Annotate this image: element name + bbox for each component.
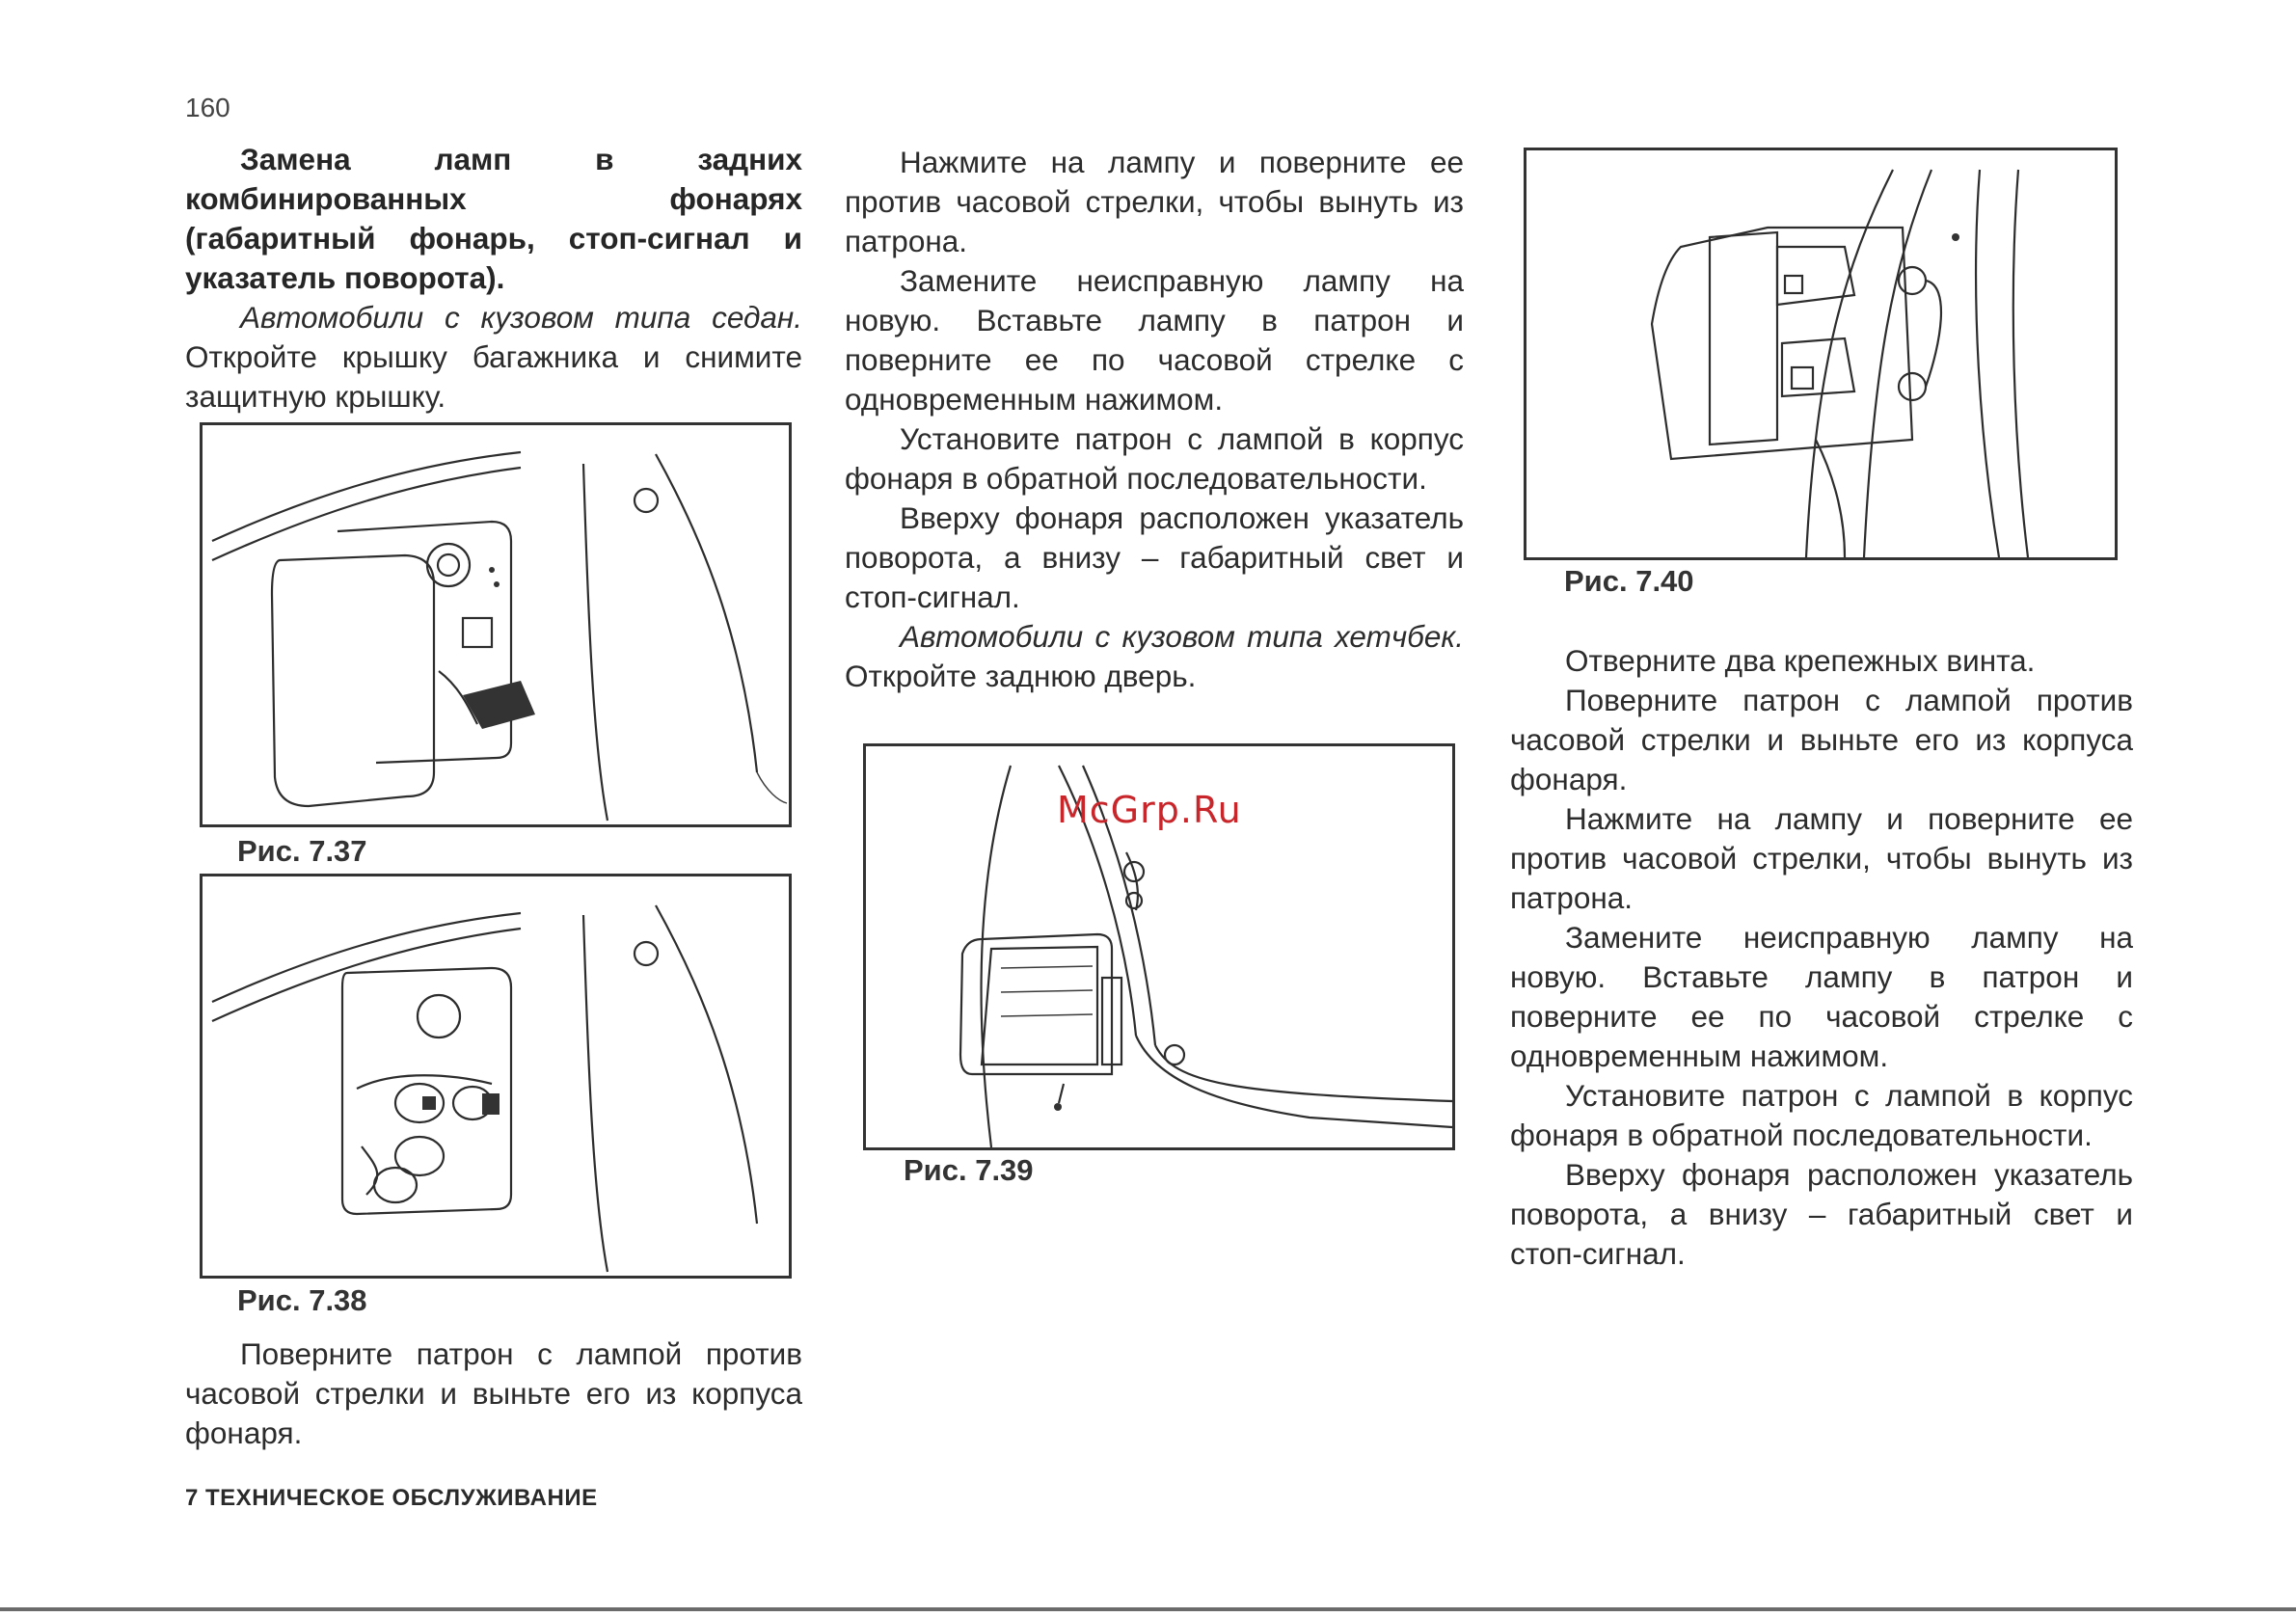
paragraph-remove-socket-hatchback: Поверните патрон с лампой против часовой стрелки и выньте его из корпуса фонаря. — [1510, 683, 2133, 796]
figure-7-40 — [1524, 148, 2118, 560]
lamp-housing-sockets-illustration — [1526, 150, 2115, 557]
figure-7-39-caption: Рис. 7.39 — [904, 1153, 1034, 1187]
figure-7-38 — [200, 874, 792, 1279]
paragraph-hatchback — [845, 617, 1464, 696]
sedan-label: Автомобили с кузовом типа седан. — [240, 300, 802, 335]
paragraph-replace-lamp-hatchback: Замените неисправную лампу на новую. Вставьте лампу в патрон и поверните ее по часовой стрелке с одновременным нажимом. — [1510, 920, 2133, 1073]
figure-7-37 — [200, 422, 792, 827]
column-1 — [185, 140, 802, 417]
paragraph-unscrew-screws: Отверните два крепежных винта. — [1565, 643, 2036, 678]
column-3 — [1510, 641, 2133, 1274]
section-footer: 7 ТЕХНИЧЕСКОЕ ОБСЛУЖИВАНИЕ — [185, 1485, 598, 1511]
paragraph-replace-lamp: Замените неисправную лампу на новую. Вставьте лампу в патрон и поверните ее по часовой стрелке с одновременным нажимом. — [845, 263, 1464, 417]
paragraph-remove-socket: Поверните патрон с лампой против часовой стрелки и выньте его из корпуса фонаря. — [185, 1336, 802, 1450]
paragraph-lamp-positions-hatchback: Вверху фонаря расположен указатель поворота, а внизу – габаритный свет и стоп-сигнал. — [1510, 1157, 2133, 1271]
paragraph-press-lamp-hatchback: Нажмите на лампу и поверните ее против часовой стрелки, чтобы вынуть из патрона. — [1510, 801, 2133, 915]
paragraph-press-lamp: Нажмите на лампу и поверните ее против часовой стрелки, чтобы вынуть из патрона. — [845, 145, 1464, 258]
hatchback-label: Автомобили с кузовом типа хетчбек. — [900, 619, 1464, 654]
paragraph-sedan — [185, 298, 802, 417]
sedan-text: Откройте крышку багажника и снимите защитную крышку. — [185, 339, 802, 414]
paragraph-lamp-positions: Вверху фонаря расположен указатель поворота, а внизу – габаритный свет и стоп-сигнал. — [845, 500, 1464, 614]
figure-7-40-caption: Рис. 7.40 — [1564, 564, 1694, 598]
trunk-cover-illustration — [203, 425, 789, 824]
paragraph-install-socket-hatchback: Установите патрон с лампой в корпус фонаря в обратной последовательности. — [1510, 1078, 2133, 1152]
paragraph-install-socket: Установите патрон с лампой в корпус фонаря в обратной последовательности. — [845, 421, 1464, 496]
column-1-continued — [185, 1334, 802, 1453]
bottom-rule — [0, 1607, 2296, 1611]
figure-7-37-caption: Рис. 7.37 — [237, 834, 367, 868]
column-2 — [845, 143, 1464, 696]
page-number: 160 — [185, 93, 230, 122]
watermark: McGrp.Ru — [1057, 789, 1242, 831]
figure-7-38-caption: Рис. 7.38 — [237, 1283, 367, 1317]
rear-lamp-sockets-illustration — [203, 876, 789, 1276]
section-heading: Замена ламп в задних комбинированных фонарях (габаритный фонарь, стоп-сигнал и указатель поворота). — [185, 142, 802, 295]
hatchback-text: Откройте заднюю дверь. — [845, 659, 1197, 693]
